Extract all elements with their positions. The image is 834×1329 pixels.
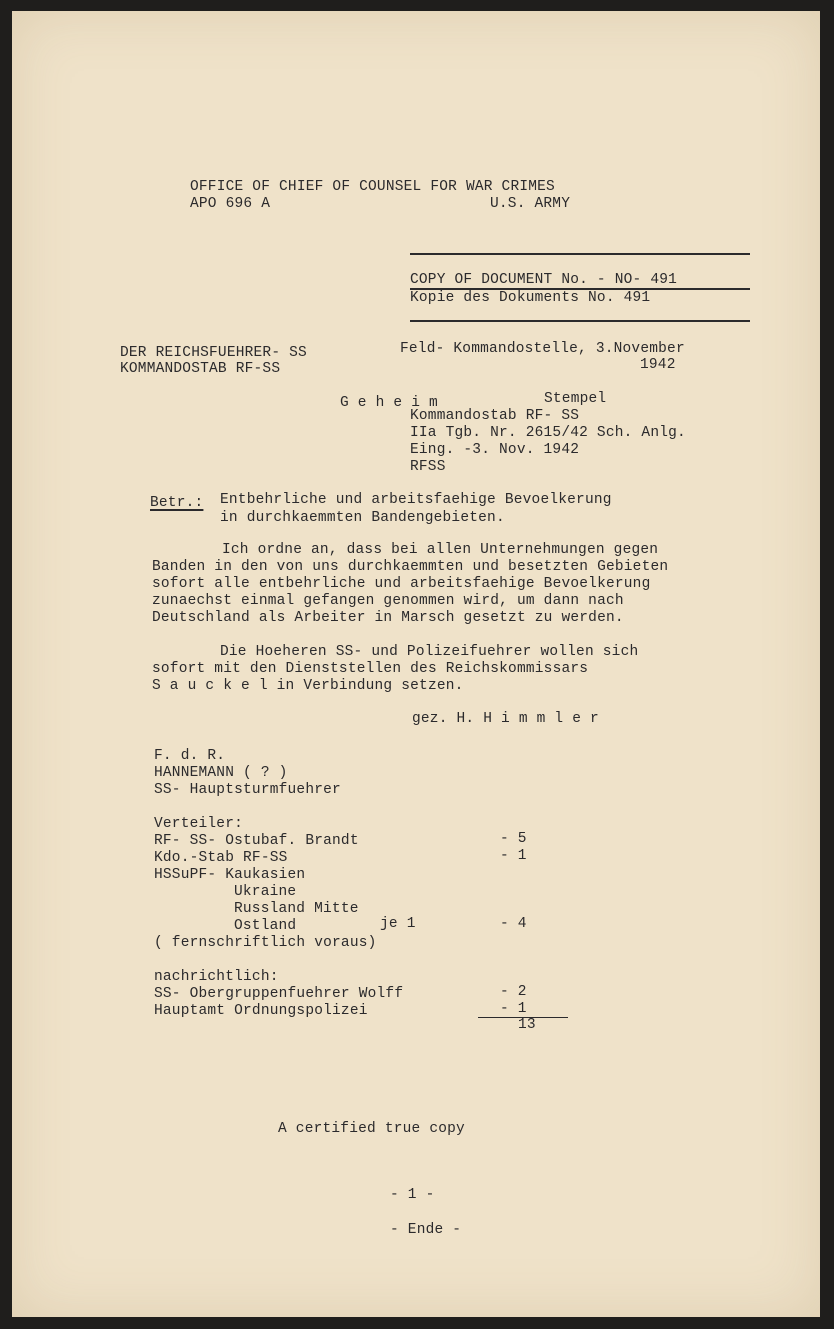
distribution-name: Kdo.-Stab RF-SS — [154, 850, 288, 866]
copy-english: COPY OF DOCUMENT No. - NO- 491 — [410, 272, 678, 288]
distribution-count: - 1 — [500, 848, 527, 864]
body-line: sofort mit den Dienststellen des Reichskommissars — [152, 661, 589, 677]
distribution-note: ( fernschriftlich voraus) — [154, 935, 377, 951]
document-page — [12, 11, 820, 1317]
certified-copy: A certified true copy — [278, 1121, 465, 1137]
attestation-rank: SS- Hauptsturmfuehrer — [154, 782, 341, 798]
army-label: U.S. ARMY — [490, 196, 571, 212]
body-line: Banden in den von uns durchkaemmten und besetzten Gebieten — [152, 559, 669, 575]
distribution-name: Ostland — [234, 918, 297, 934]
office-heading: OFFICE OF CHIEF OF COUNSEL FOR WAR CRIMES — [190, 179, 555, 195]
sender-line-2: KOMMANDOSTAB RF-SS — [120, 361, 281, 377]
info-heading: nachrichtlich: — [154, 969, 279, 985]
distribution-heading: Verteiler: — [154, 816, 244, 832]
apo-number: APO 696 A — [190, 196, 271, 212]
stamp-line: Kommandostab RF- SS — [410, 408, 580, 424]
page-number: - 1 - — [390, 1187, 435, 1203]
classification: G e h e i m — [340, 395, 438, 411]
subject-label: Betr.: — [150, 495, 204, 511]
info-name: Hauptamt Ordnungspolizei — [154, 1003, 368, 1019]
stamp-title: Stempel — [544, 391, 607, 407]
copy-german: Kopie des Dokuments No. 491 — [410, 290, 651, 306]
top-rule — [410, 253, 750, 255]
body-line: zunaechst einmal gefangen genommen wird, um dann nach — [152, 593, 624, 609]
stamp-line: RFSS — [410, 459, 446, 475]
body-line: S a u c k e l in Verbindung setzen. — [152, 678, 464, 694]
distribution-name: Russland Mitte — [234, 901, 359, 917]
distribution-count: - 4 — [500, 916, 527, 932]
distribution-name: RF- SS- Ostubaf. Brandt — [154, 833, 359, 849]
attestation-name: HANNEMANN ( ? ) — [154, 765, 288, 781]
info-count: - 2 — [500, 984, 527, 1000]
body-line: Ich ordne an, dass bei allen Unternehmungen gegen — [222, 542, 659, 558]
subject-line-2: in durchkaemmten Bandengebieten. — [220, 510, 505, 526]
stamp-line: IIa Tgb. Nr. 2615/42 Sch. Anlg. — [410, 425, 686, 441]
info-count: - 1 — [500, 1001, 527, 1017]
bottom-rule — [410, 320, 750, 322]
info-name: SS- Obergruppenfuehrer Wolff — [154, 986, 404, 1002]
end-marker: - Ende - — [390, 1222, 462, 1238]
body-line: Deutschland als Arbeiter in Marsch gesetzt zu werden. — [152, 610, 624, 626]
signature: gez. H. H i m m l e r — [412, 711, 599, 727]
body-line: Die Hoeheren SS- und Polizeifuehrer wollen sich — [220, 644, 639, 660]
distribution-name: HSSuPF- Kaukasien — [154, 867, 306, 883]
attestation-line: F. d. R. — [154, 748, 226, 764]
total-count: 13 — [518, 1017, 536, 1033]
sender-line-1: DER REICHSFUEHRER- SS — [120, 345, 307, 361]
stamp-line: Eing. -3. Nov. 1942 — [410, 442, 580, 458]
subject-line-1: Entbehrliche und arbeitsfaehige Bevoelkerung — [220, 492, 612, 508]
distribution-name: Ukraine — [234, 884, 297, 900]
place-date: Feld- Kommandostelle, 3.November — [400, 341, 685, 357]
je-label: je 1 — [380, 916, 416, 932]
date-year: 1942 — [640, 357, 676, 373]
distribution-count: - 5 — [500, 831, 527, 847]
body-line: sofort alle entbehrliche und arbeitsfaehige Bevoelkerung — [152, 576, 651, 592]
